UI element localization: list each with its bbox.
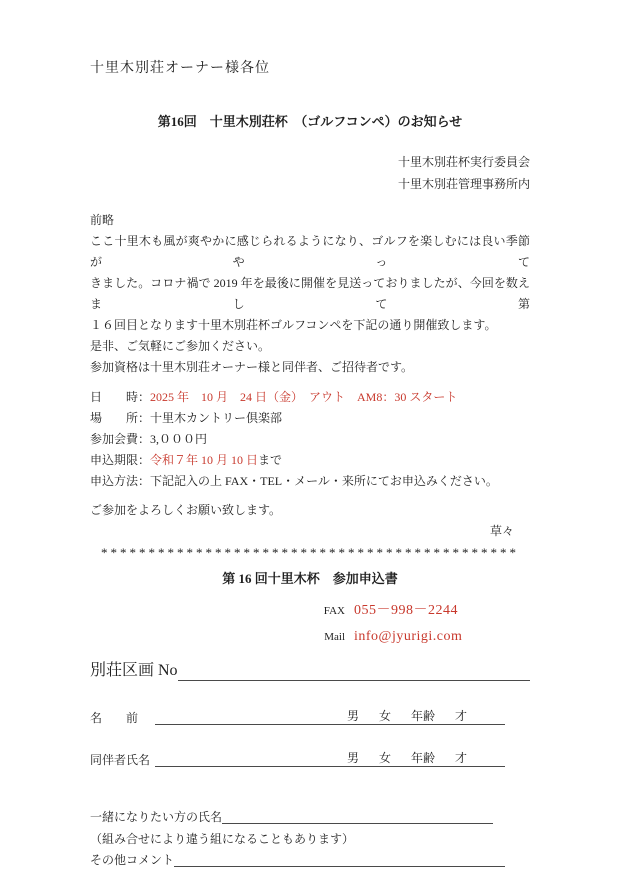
- fee-value: 3,０００円: [150, 432, 208, 446]
- comment-row: [90, 853, 530, 867]
- fax-label: FAX: [323, 605, 345, 617]
- mail-label: Mail: [324, 631, 345, 643]
- form-title: 第 16 回十里木杯 参加申込書: [222, 571, 398, 586]
- greeting: 前略: [90, 213, 115, 227]
- mail-address: info@jyurigi.com: [354, 629, 463, 644]
- sender-office: 十里木別荘管理事務所内: [397, 177, 530, 191]
- letter-content: [0, 60, 620, 867]
- age-label: 年齢: [410, 709, 435, 723]
- companion-blank: [155, 752, 505, 767]
- place-value: 十里木カントリー倶楽部: [150, 411, 283, 425]
- together-label: 一緒になりたい方の氏名: [90, 810, 223, 824]
- lot-number-row: [90, 660, 530, 681]
- companion-row: [90, 753, 530, 767]
- age-label: 年齢: [410, 751, 435, 765]
- body-line: １６回目となります十里木別荘杯ゴルフコンペを下記の通り開催致します。: [90, 318, 497, 332]
- closing-line: ご参加をよろしくお願い致します。: [90, 503, 282, 517]
- deadline-value: 令和７年 10 月 10 日: [150, 453, 259, 467]
- detail-deadline: 申込期限：令和７年 10 月 10 日まで: [90, 453, 283, 467]
- letter-title: 第16回 十里木別荘杯 （ゴルフコンペ）のお知らせ: [157, 114, 463, 129]
- method-value: 下記記入の上 FAX・TEL・メール・来所にてお申込みください。: [150, 474, 498, 488]
- detail-method: 申込方法：下記記入の上 FAX・TEL・メール・来所にてお申込みください。: [90, 474, 498, 488]
- companion-fields: [347, 751, 467, 766]
- grouping-note: （組み合せにより違う組になることもあります）: [90, 832, 355, 846]
- together-blank: [222, 809, 493, 824]
- male-label: 男: [346, 751, 359, 765]
- comment-label: その他コメント: [90, 853, 175, 867]
- companion-label: 同伴者氏名: [90, 753, 151, 767]
- comment-blank: [174, 852, 505, 867]
- event-details: [90, 387, 530, 492]
- body-paragraph: [90, 210, 530, 378]
- detail-datetime: 日 時：2025 年 10 月 24 日（金） アウト AM8：30 スタート: [90, 390, 458, 404]
- female-label: 女: [378, 709, 391, 723]
- detail-fee: 参加会費：3,０００円: [90, 432, 208, 446]
- lot-number-label: 別荘区画 No: [90, 662, 178, 679]
- sender-block: [90, 151, 530, 195]
- mail-row: [315, 629, 530, 645]
- body-line: ここ十里木も風が爽やかに感じられるようになり、ゴルフを楽しむには良い季節がやって: [90, 234, 530, 269]
- age-unit-label: 才: [454, 709, 467, 723]
- lot-number-blank: [178, 659, 530, 681]
- body-line: きました。コロナ禍で 2019 年を最後に開催を見送っておりましたが、今回を数えまして第: [90, 276, 530, 311]
- fax-number: 055－998－2244: [354, 603, 458, 618]
- addressee: 十里木別荘オーナー様各位: [90, 61, 270, 76]
- female-label: 女: [378, 751, 391, 765]
- name-fields: [347, 709, 467, 724]
- sender-committee: 十里木別荘杯実行委員会: [397, 155, 530, 169]
- detail-place: 場 所：十里木カントリー倶楽部: [90, 411, 283, 425]
- body-line: 参加資格は十里木別荘オーナー様と同伴者、ご招待者です。: [90, 360, 414, 374]
- name-blank: [155, 710, 505, 725]
- name-row: [90, 711, 530, 725]
- datetime-value: 2025 年 10 月 24 日（金） アウト AM8：30 スタート: [150, 390, 458, 404]
- body-line: 是非、ご気軽にご参加ください。: [90, 339, 271, 353]
- male-label: 男: [346, 709, 359, 723]
- name-label: 名 前: [90, 711, 139, 725]
- together-row: [90, 810, 530, 824]
- sign-off: 草々: [489, 524, 514, 538]
- age-unit-label: 才: [454, 751, 467, 765]
- asterisk-separator: ********************************************: [101, 545, 519, 560]
- fax-row: [315, 603, 530, 619]
